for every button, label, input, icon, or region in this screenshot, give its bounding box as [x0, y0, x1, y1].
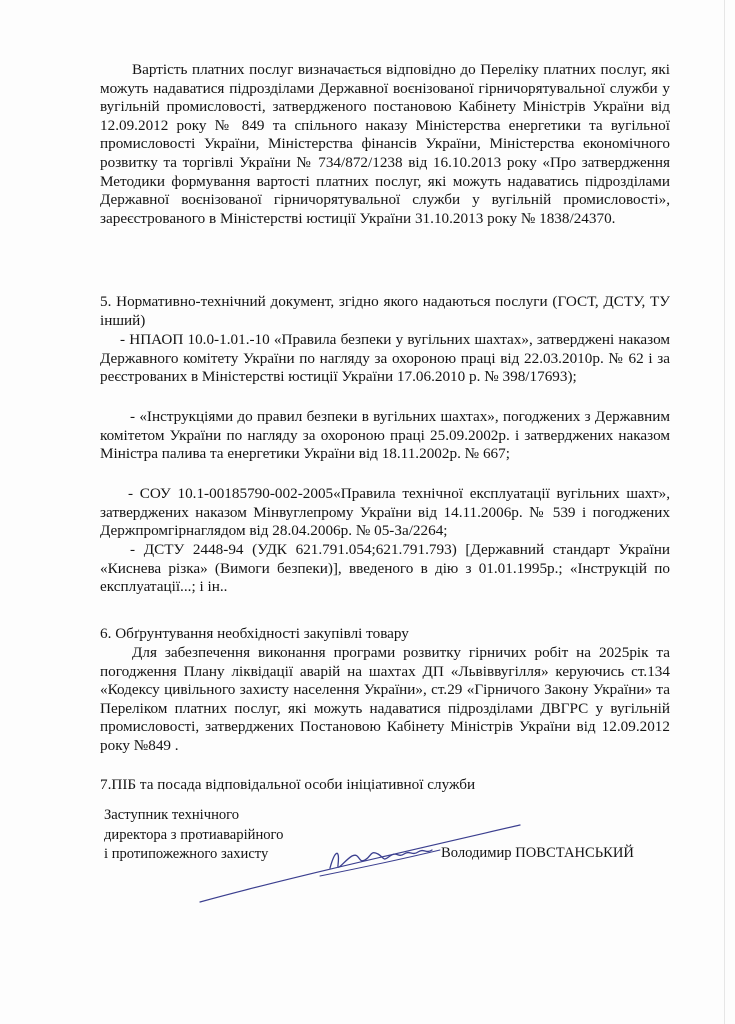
signatory-name: Володимир ПОВСТАНСЬКИЙ: [441, 845, 634, 861]
section-5-item: - СОУ 10.1-00185790-002-2005«Правила технічної експлуатації вугільних шахт», затверджених наказом Мінвуглепрому України від 14.11.2006р. № 539 і погоджених Держпромгірнаглядом від 28.04.2006р. № 05-За/2264;: [100, 485, 670, 540]
signatory-role-line: Заступник технічного: [104, 807, 240, 823]
section-5-item: - ДСТУ 2448-94 (УДК 621.791.054;621.791.793) [Державний стандарт України «Киснева різка» (Вимоги безпеки)], введеного в дію з 01.01.1995р.; «Інструкцій по експлуатації...; і ін..: [100, 541, 670, 596]
section-5-heading: 5. Нормативно-технічний документ, згідно якого надаються послуги (ГОСТ, ДСТУ, ТУ інший): [100, 293, 670, 329]
section-6-body: Для забезпечення виконання програми розвитку гірничих робіт на 2025рік та погодження Плану ліквідації аварій на шахтах ДП «Львіввугілля» керуючись ст.134 «Кодексу цивільного захисту населення України», ст.29 «Гірничого Закону України» та Переліком платних послуг, які можуть надаватися підрозділами ДВГРС у вугільній промисловості, затверджених Постановою Кабінету Міністрів України від 12.09.2012 року №849 .: [100, 644, 670, 754]
section-5-item: - «Інструкціями до правил безпеки в вугільних шахтах», погоджених з Державним комітетом України по нагляду за охороною праці 25.09.2002р. і затверджених наказом Міністра палива та енергетики України від 18.11.2002р. № 667;: [100, 408, 670, 463]
signatory-role-line: директора з протиаварійного: [104, 826, 284, 843]
page-edge: [724, 0, 725, 1024]
section-7-heading: 7.ПІБ та посада відповідальної особи ініціативної служби: [100, 776, 476, 793]
signatory-role-line: і протипожежного захисту: [104, 846, 269, 862]
section-6-heading: 6. Обґрунтування необхідності закупівлі товару: [100, 625, 409, 642]
section-5-item: - НПАОП 10.0-1.01.-10 «Правила безпеки у вугільних шахтах», затверджені наказом Державного комітету України по нагляду за охороною праці від 22.03.2010р. № 62 і за реєстрованих в Міністерстві юстиції України 17.06.2010 р. № 398/17693);: [100, 331, 670, 386]
cost-paragraph: Вартість платних послуг визначається відповідно до Переліку платних послуг, які можуть надаватися підрозділами Державної воєнізованої гірничорятувальної служби у вугільній промисловості, затвердженого постановою Кабінету Міністрів України від 12.09.2012 року № 849 та спільного наказу Міністерства енергетики та вугільної промисловості України, Міністерства фінансів України, Міністерства економічного розвитку та торгівлі України № 734/872/1238 від 16.10.2013 року «Про затвердження Методики формування вартості платних послуг, які можуть надаватись підрозділами Державної воєнізованої гірничорятувальної служби у вугільній промисловості», зареєстрованого в Міністерстві юстиції України 31.10.2013 року № 1838/24370.: [100, 61, 670, 227]
signature-underline-stroke: [200, 825, 520, 902]
